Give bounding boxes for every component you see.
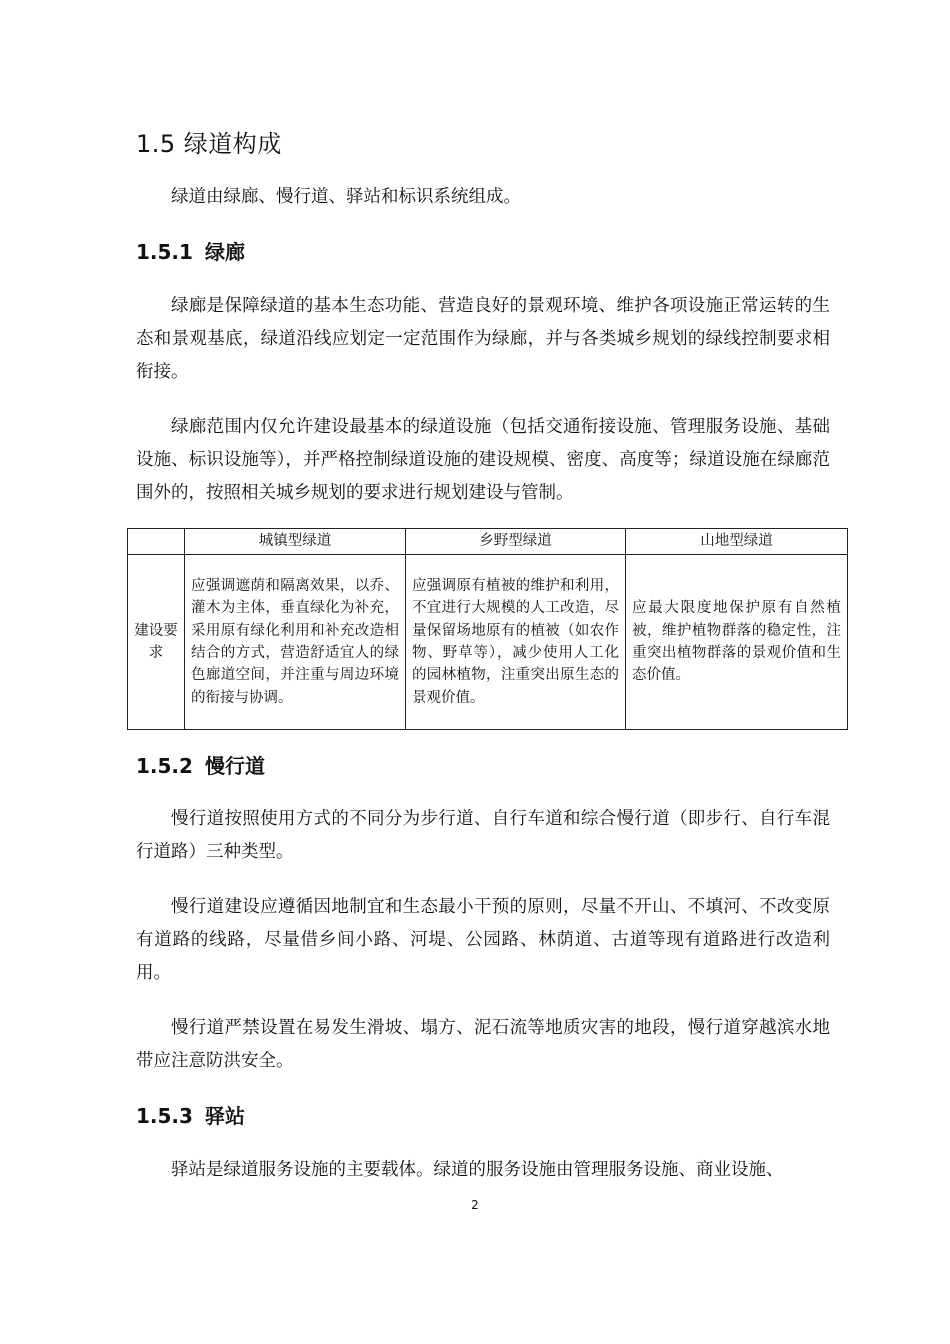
subsection-number: 1.5.3 [136,1104,193,1128]
page-number: 2 [471,1198,479,1212]
subsection-heading-1 [136,236,245,265]
paragraph: 慢行道严禁设置在易发生滑坡、塌方、泥石流等地质灾害的地段，慢行道穿越滨水地带应注意防洪安全。 [136,1018,830,1071]
subsection-number: 1.5.1 [136,240,193,264]
subsection-number: 1.5.2 [136,754,193,778]
subsection-title: 驿站 [204,1104,245,1128]
table-header-cell: 乡野型绿道 [406,529,626,555]
table-header-cell: 城镇型绿道 [185,529,406,555]
subsection-title: 绿廊 [204,240,245,264]
table-cell: 应强调遮荫和隔离效果，以乔、灌木为主体，垂直绿化为补充，采用原有绿化利用和补充改造相结合的方式，营造舒适宜人的绿色廊道空间，并注重与周边环境的衔接与协调。 [185,555,406,730]
paragraph: 绿廊范围内仅允许建设最基本的绿道设施（包括交通衔接设施、管理服务设施、基础设施、标识设施等），并严格控制绿道设施的建设规模、密度、高度等；绿道设施在绿廊范围外的，按照相关城乡规划的要求进行规划建设与管制。 [136,417,830,503]
paragraph: 慢行道建设应遵循因地制宜和生态最小干预的原则，尽量不开山、不填河、不改变原有道路的线路，尽量借乡间小路、河堤、公园路、林荫道、古道等现有道路进行改造利用。 [136,897,830,983]
subsection-heading-2 [136,750,265,779]
paragraph: 驿站是绿道服务设施的主要载体。绿道的服务设施由管理服务设施、商业设施、 [171,1160,784,1180]
section-heading: 1.5 绿道构成 [136,130,282,158]
table-header-row [128,529,848,555]
subsection-title: 慢行道 [204,754,265,778]
section-intro: 绿道由绿廊、慢行道、驿站和标识系统组成。 [171,187,521,207]
table-header-cell: 山地型绿道 [626,529,848,555]
table-cell: 应强调原有植被的维护和利用，不宜进行大规模的人工改造，尽量保留场地原有的植被（如农作物、野草等），减少使用人工化的园林植物，注重突出原生态的景观价值。 [406,555,626,730]
row-label: 建设要求 [128,555,185,730]
table-header-cell [128,529,185,555]
paragraph: 绿廊是保障绿道的基本生态功能、营造良好的景观环境、维护各项设施正常运转的生态和景观基底，绿道沿线应划定一定范围作为绿廊，并与各类城乡规划的绿线控制要求相衔接。 [136,296,830,382]
subsection-heading-3 [136,1100,245,1129]
requirements-table [127,528,848,730]
table-row [128,555,848,730]
table-cell: 应最大限度地保护原有自然植被，维护植物群落的稳定性，注重突出植物群落的景观价值和生态价值。 [626,555,848,730]
paragraph: 慢行道按照使用方式的不同分为步行道、自行车道和综合慢行道（即步行、自行车混行道路）三种类型。 [136,809,830,862]
